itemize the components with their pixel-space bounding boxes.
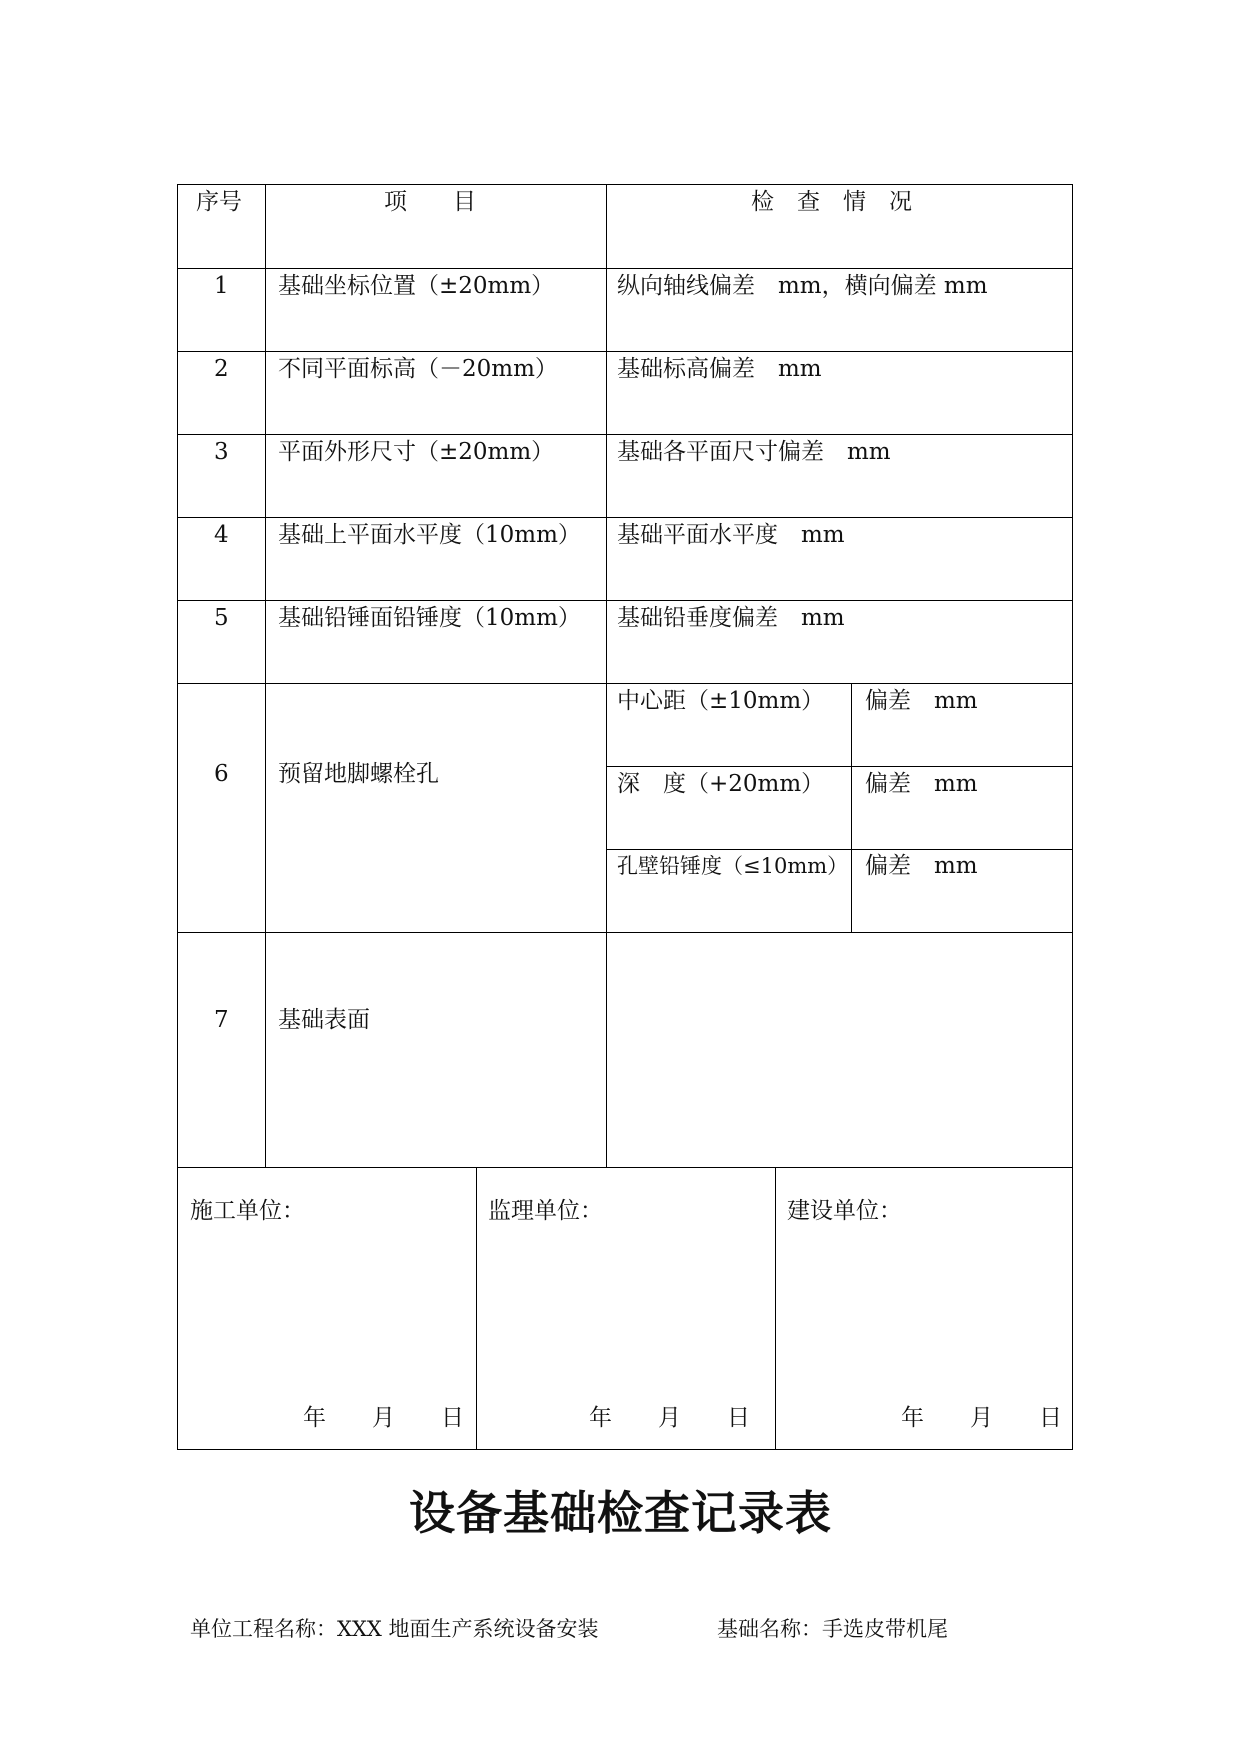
table-left-border xyxy=(177,184,178,1450)
row-divider xyxy=(177,1167,1072,1168)
subrow-divider xyxy=(607,766,1072,767)
subrow-result: 偏差 mm xyxy=(865,853,978,879)
row-item: 基础坐标位置（±20mm） xyxy=(278,273,555,299)
row-item: 基础铅锤面铅锤度（10mm） xyxy=(278,605,581,631)
header-item: 项 目 xyxy=(384,189,476,215)
row-no: 5 xyxy=(214,605,229,631)
row-divider xyxy=(177,600,1072,601)
page-title: 设备基础检查记录表 xyxy=(409,1486,832,1540)
signature-divider xyxy=(775,1167,776,1450)
row-item: 基础上平面水平度（10mm） xyxy=(278,522,581,548)
subrow-name: 中心距（±10mm） xyxy=(617,688,825,714)
subrow-result: 偏差 mm xyxy=(865,688,978,714)
project-name: 单位工程名称：XXX 地面生产系统设备安装 xyxy=(190,1617,599,1641)
column-divider xyxy=(606,184,607,1168)
row-divider xyxy=(177,268,1072,269)
row-no: 6 xyxy=(214,761,229,787)
row-divider xyxy=(177,932,1072,933)
row-item: 不同平面标高（－20mm） xyxy=(278,356,558,382)
row-result: 基础铅垂度偏差 mm xyxy=(617,605,845,631)
signature-date: 年 月 日 xyxy=(303,1405,464,1431)
foundation-name: 基础名称：手选皮带机尾 xyxy=(717,1617,948,1641)
column-divider xyxy=(851,683,852,933)
subrow-divider xyxy=(607,849,1072,850)
row-divider xyxy=(177,434,1072,435)
subrow-result: 偏差 mm xyxy=(865,771,978,797)
row-no: 4 xyxy=(214,522,229,548)
row-no: 3 xyxy=(214,439,229,465)
table-bottom-border xyxy=(177,1449,1072,1450)
subrow-name: 深 度（+20mm） xyxy=(617,771,825,797)
signature-label: 施工单位： xyxy=(190,1198,305,1224)
row-no: 1 xyxy=(214,273,229,299)
header-no: 序号 xyxy=(196,189,242,215)
table-top-border xyxy=(177,184,1072,185)
row-divider xyxy=(177,517,1072,518)
signature-divider xyxy=(476,1167,477,1450)
signature-label: 建设单位： xyxy=(787,1198,902,1224)
signature-label: 监理单位： xyxy=(488,1198,603,1224)
row-item: 预留地脚螺栓孔 xyxy=(278,761,439,787)
row-no: 2 xyxy=(214,356,229,382)
row-divider xyxy=(177,351,1072,352)
table-right-border xyxy=(1072,184,1073,1450)
row-result: 纵向轴线偏差 mm，横向偏差 mm xyxy=(617,273,988,299)
column-divider xyxy=(265,184,266,1168)
subrow-name: 孔壁铅锤度（≤10mm） xyxy=(617,854,849,878)
row-result: 基础标高偏差 mm xyxy=(617,356,822,382)
row-no: 7 xyxy=(214,1007,229,1033)
row-item: 平面外形尺寸（±20mm） xyxy=(278,439,555,465)
row-divider xyxy=(177,683,1072,684)
row-result: 基础平面水平度 mm xyxy=(617,522,845,548)
header-check: 检 查 情 况 xyxy=(751,189,912,215)
signature-date: 年 月 日 xyxy=(901,1405,1062,1431)
signature-date: 年 月 日 xyxy=(589,1405,750,1431)
row-result: 基础各平面尺寸偏差 mm xyxy=(617,439,891,465)
row-item: 基础表面 xyxy=(278,1007,370,1033)
